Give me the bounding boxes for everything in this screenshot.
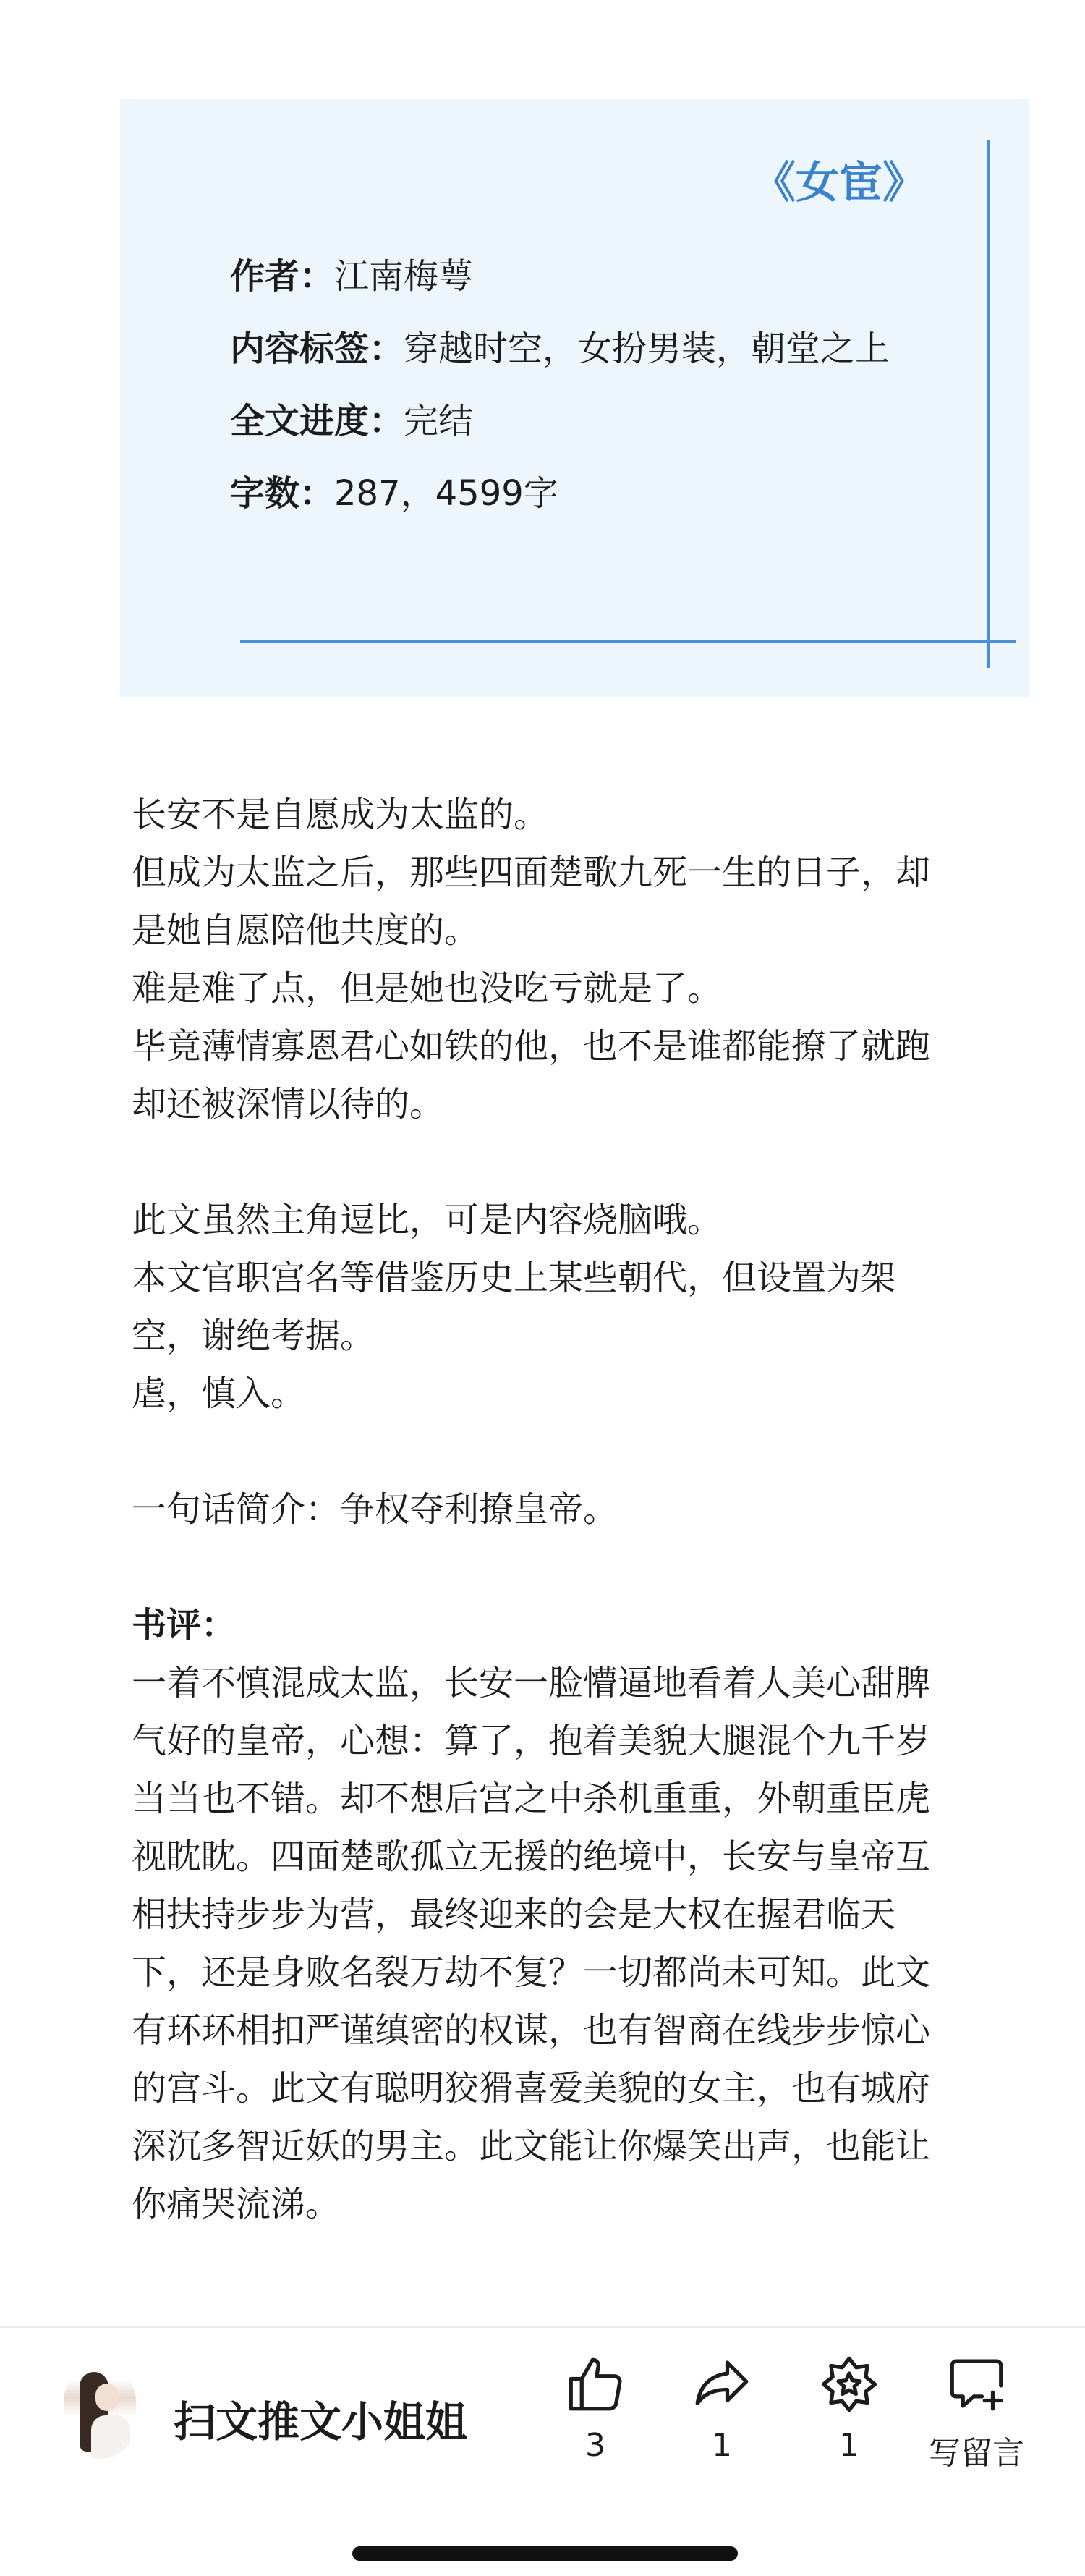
avatar[interactable] [64,2365,136,2459]
like-button[interactable] [530,2352,660,2464]
like-count: 3 [585,2427,605,2464]
write-comment-label: 写留言 [929,2435,1024,2472]
share-count: 1 [712,2427,732,2464]
meta-progress-value: 完结 [404,401,474,441]
footer-divider [0,2326,1085,2328]
meta-progress [230,385,982,457]
article-paragraph: 此文虽然主角逗比，可是内容烧脑哦。 [132,1200,723,1240]
article-paragraph: 长安不是自愿成为太监的。 [132,795,549,835]
write-comment-button[interactable] [911,2352,1042,2473]
meta-wordcount-value: 287，4599字 [334,473,558,514]
article-paragraph: 毕竟薄情寡恩君心如铁的他，也不是谁都能撩了就跑却还被深情以待的。 [132,1026,931,1124]
comment-add-icon [944,2352,1009,2417]
avatar-face [95,2384,119,2411]
one-line-summary: 一句话简介：争权夺利撩皇帝。 [132,1489,618,1530]
avatar-body [91,2415,130,2459]
meta-tags [230,313,982,385]
meta-tags-value: 穿越时空，女扮男装，朝堂之上 [404,329,890,369]
book-meta [230,240,982,530]
article-paragraph: 但成为太监之后，那些四面楚歌九死一生的日子，却是她自愿陪他共度的。 [132,852,931,951]
collect-button[interactable] [784,2352,914,2464]
meta-wordcount-label: 字数： [230,473,335,514]
card-decor-horizontal-line [240,640,1016,643]
meta-author [230,240,982,313]
paragraph-spacer [132,1133,963,1191]
meta-author-value: 江南梅萼 [334,256,474,297]
review-heading: 书评： [132,1605,237,1645]
article-paragraph: 虐，慎入。 [132,1373,306,1414]
meta-tags-label: 内容标签： [230,329,404,369]
share-arrow-icon [689,2352,754,2417]
share-button[interactable] [657,2352,787,2464]
account-name[interactable]: 扫文推文小姐姐 [174,2397,468,2446]
meta-wordcount [230,457,982,530]
star-collect-icon [817,2352,882,2417]
home-indicator[interactable] [352,2546,738,2561]
review-body: 一着不慎混成太监，长安一脸懵逼地看着人美心甜脾气好的皇帝，心想：算了，抱着美貌大腿混个九千岁当当也不错。却不想后宫之中杀机重重，外朝重臣虎视眈眈。四面楚歌孤立无援的绝境中，长安与皇帝互相扶持步步为营，最终迎来的会是大权在握君临天下，还是身败名裂万劫不复？一切都尚未可知。此文有环环相扣严谨缜密的权谋，也有智商在线步步惊心的宫斗。此文有聪明狡猾喜爱美貌的女主，也有城府深沉多智近妖的男主。此文能让你爆笑出声，也能让你痛哭流涕。 [132,1663,931,2224]
meta-progress-label: 全文进度： [230,401,404,441]
meta-author-label: 作者： [230,256,335,297]
card-decor-vertical-line [987,140,990,668]
book-title: 《女宦》 [752,158,926,208]
paragraph-spacer [132,1423,963,1480]
article-paragraph: 难是难了点，但是她也没吃亏就是了。 [132,968,723,1009]
thumbs-up-icon [563,2352,628,2417]
collect-count: 1 [839,2427,859,2464]
paragraph-spacer [132,1538,963,1596]
article-body [132,786,963,2233]
article-paragraph: 本文官职宫名等借鉴历史上某些朝代，但设置为架空，谢绝考据。 [132,1258,896,1356]
